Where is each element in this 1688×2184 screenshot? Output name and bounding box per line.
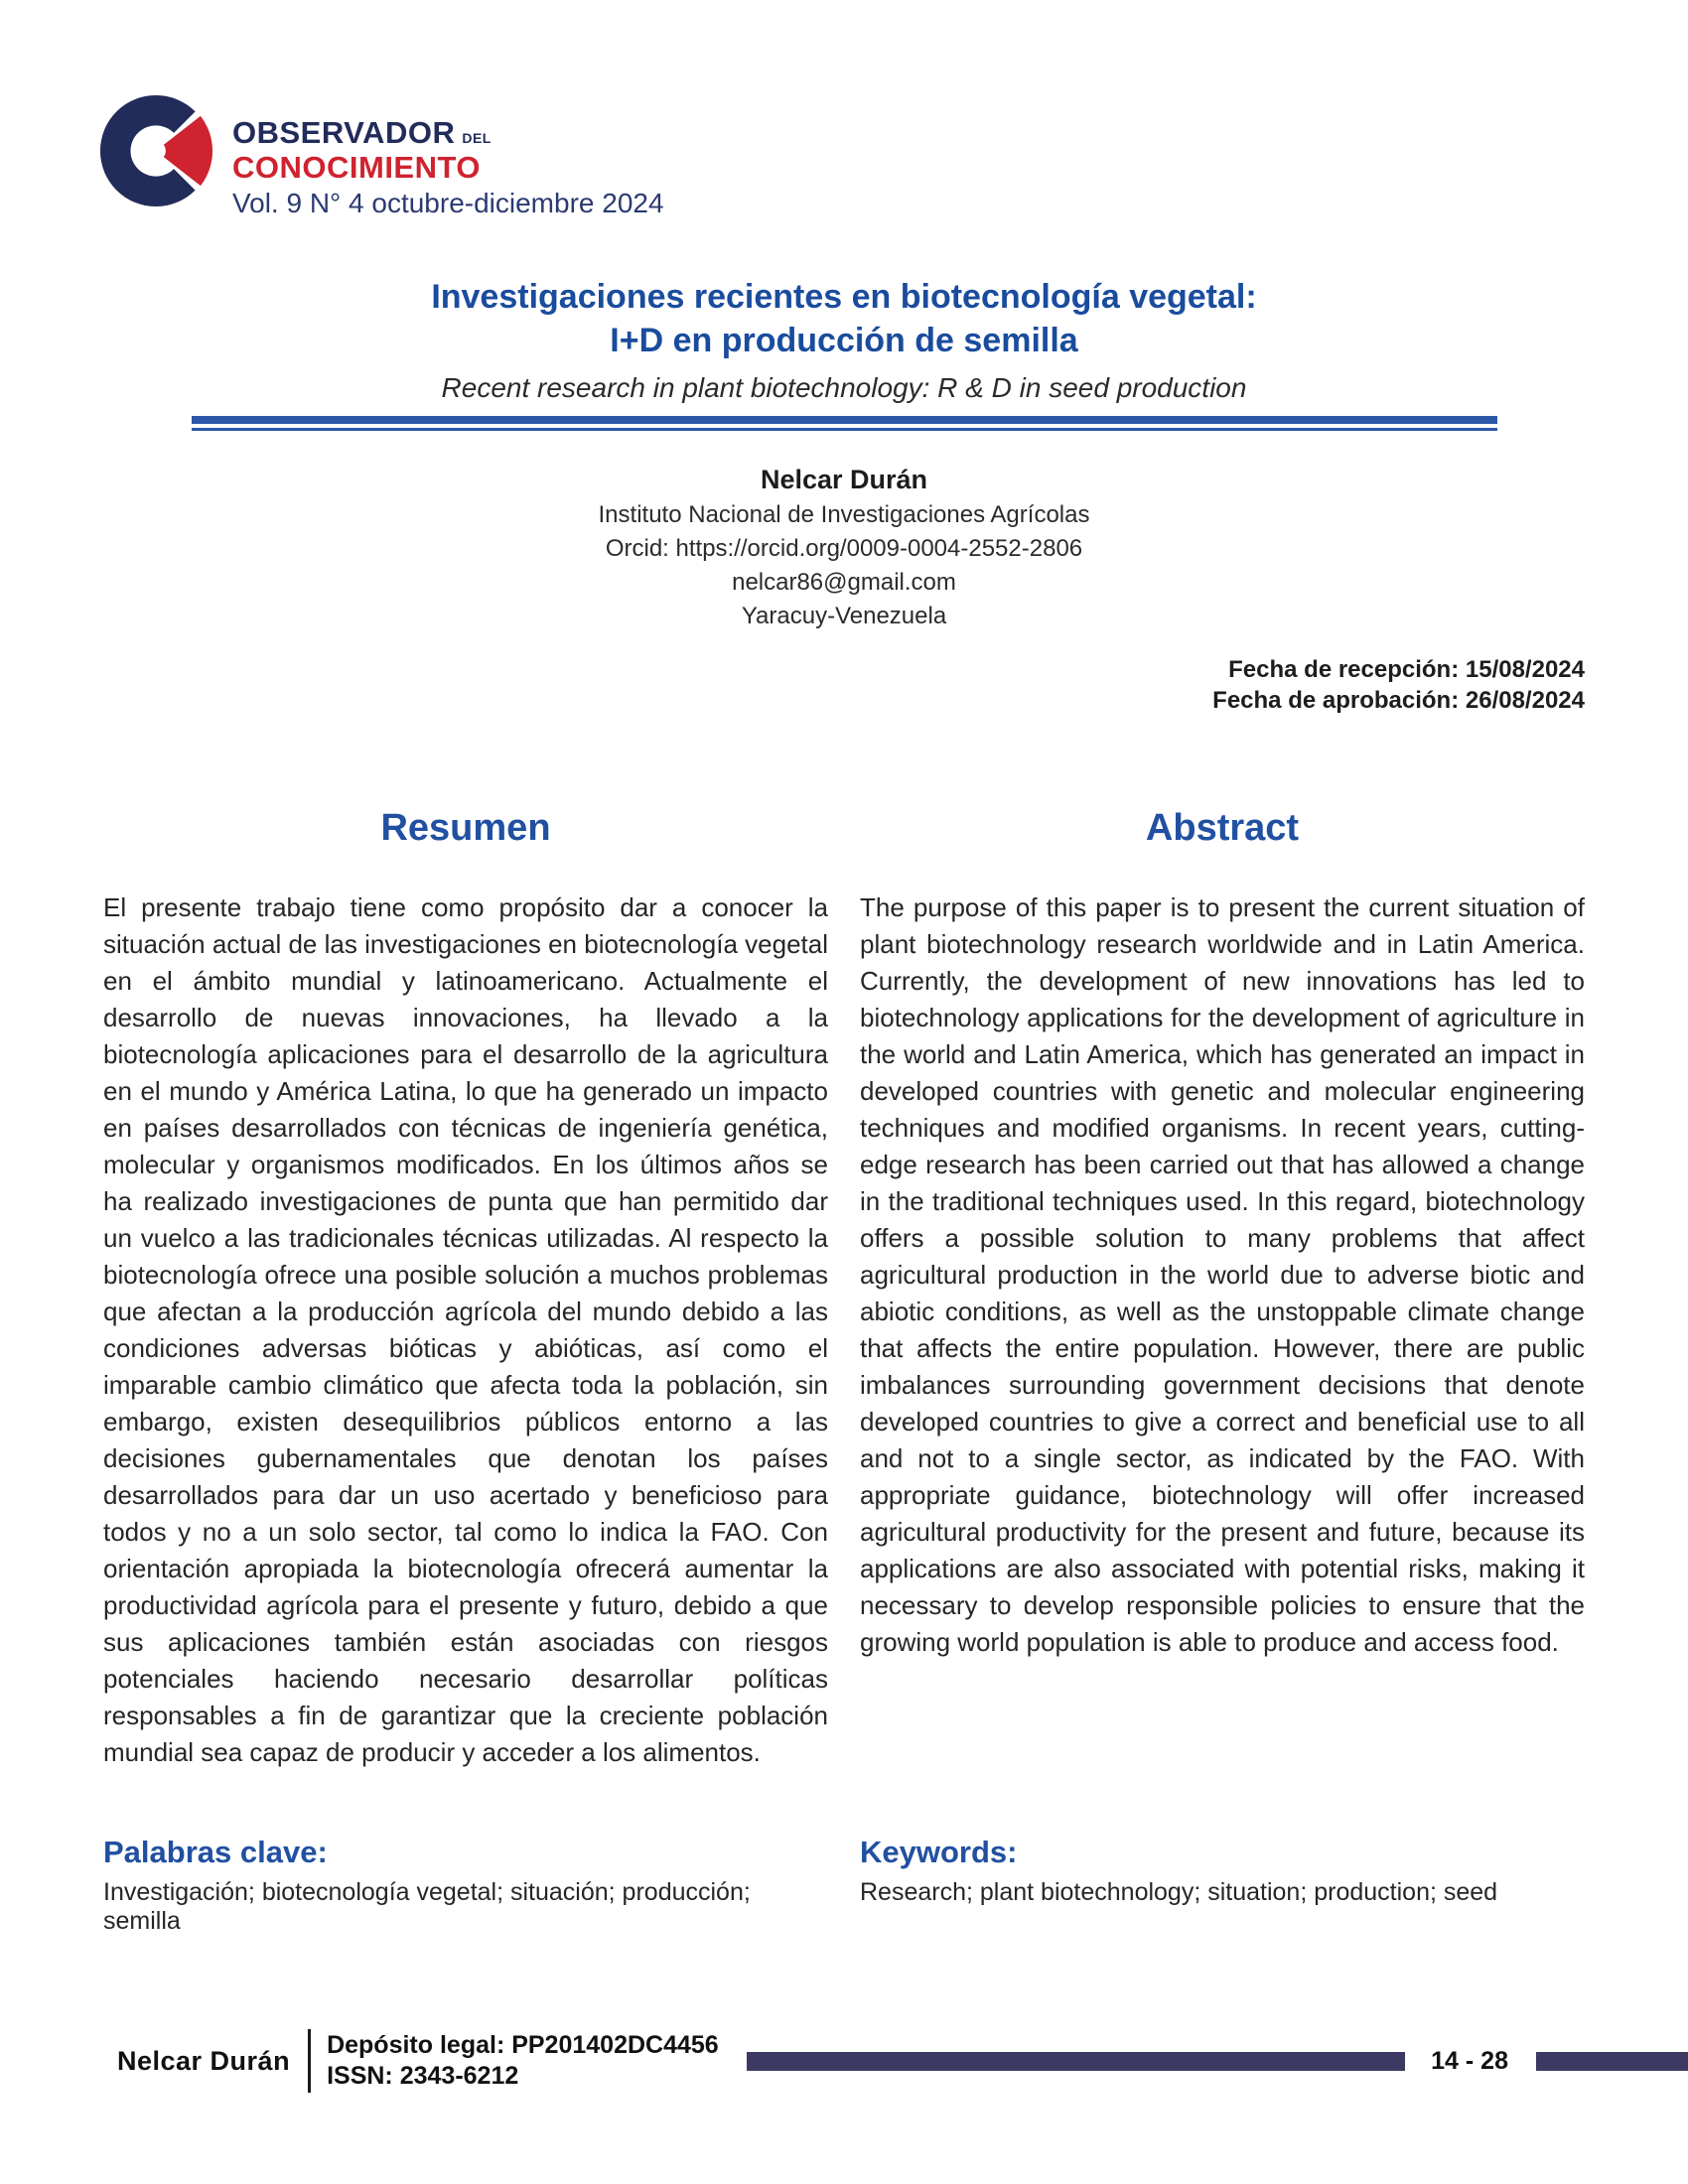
palabras-clave-heading: Palabras clave: bbox=[103, 1835, 328, 1869]
reception-date: Fecha de recepción: 15/08/2024 bbox=[1228, 656, 1585, 683]
deposito-legal: Depósito legal: PP201402DC4456 bbox=[327, 2031, 719, 2059]
author-location: Yaracuy-Venezuela bbox=[741, 603, 947, 629]
abstract-columns bbox=[103, 807, 1585, 1771]
issue-line: Vol. 9 N° 4 octubre-diciembre 2024 bbox=[232, 188, 664, 218]
journal-name-line1: OBSERVADOR bbox=[232, 115, 456, 150]
journal-wordmark bbox=[232, 117, 664, 217]
footer-long-bar bbox=[747, 2052, 1405, 2071]
observador-logo-icon bbox=[97, 91, 214, 210]
footer-author-name: Nelcar Durán bbox=[117, 2045, 291, 2076]
abstract-column bbox=[860, 807, 1585, 1771]
author-name: Nelcar Durán bbox=[760, 465, 928, 494]
title-divider-thin-rule bbox=[192, 428, 1497, 431]
author-orcid: Orcid: https://orcid.org/0009-0004-2552-2806 bbox=[605, 535, 1083, 562]
approval-date: Fecha de aprobación: 26/08/2024 bbox=[1212, 687, 1585, 714]
keywords-text: Research; plant biotechnology; situation; production; seed bbox=[860, 1878, 1498, 1906]
abstract-heading: Abstract bbox=[1145, 807, 1300, 849]
page-range: 14 - 28 bbox=[1431, 2046, 1508, 2075]
author-block bbox=[0, 465, 1688, 630]
title-divider-thick-rule bbox=[192, 416, 1497, 424]
resumen-column bbox=[103, 807, 828, 1771]
footer-short-bar bbox=[1536, 2052, 1688, 2071]
palabras-clave-text: Investigación; biotecnología vegetal; situación; producción; semilla bbox=[103, 1878, 751, 1935]
resumen-body: El presente trabajo tiene como propósito dar a conocer la situación actual de las investigaciones en biotecnología vegetal en el ámbito mundial y latinoamericano. Actualmente el desarrollo de nuevas innovaciones, ha llevado a la biotecnología aplicaciones para el desarrollo de la agricultura en el mundo y América Latina, lo que ha generado un impacto en países desarrollados con técnicas de ingeniería genética, molecular y organismos modificados. En los últimos años se ha realizado investigaciones de punta que han permitido dar un vuelco a las tradicionales técnicas utilizadas. Al respecto la biotecnología ofrece una posible solución a muchos problemas que afectan a la producción agrícola del mundo debido a las condiciones adversas bióticas y abióticas, así como el imparable cambio climático que afecta toda la población, sin embargo, existen desequilibrios públicos entorno a las decisiones gubernamentales que denotan los países desarrollados para dar un uso acertado y beneficioso para todos y no a un solo sector, tal como lo indica la FAO. Con orientación apropiada la biotecnología ofrecerá aumentar la productividad agrícola para el presente y futuro, debido a que sus aplicaciones también están asociadas con riesgos potenciales haciendo necesario desarrollar políticas responsables a fin de garantizar que la creciente población mundial sea capaz de producir y acceder a los alimentos. bbox=[103, 892, 828, 1767]
keywords-row bbox=[103, 1835, 1585, 1936]
author-email: nelcar86@gmail.com bbox=[732, 569, 956, 596]
issn: ISSN: 2343-6212 bbox=[327, 2062, 519, 2090]
abstract-body: The purpose of this paper is to present the current situation of plant biotechnology research worldwide and in Latin America. Currently, the development of new innovations has led to biotechnology applications for the development of agriculture in the world and Latin America, which has generated an impact in developed countries with genetic and molecular engineering techniques and modified organisms. In recent years, cutting-edge research has been carried out that has allowed a change in the traditional techniques used. In this regard, biotechnology offers a possible solution to many problems that affect agricultural production in the world due to adverse biotic and abiotic conditions, as well as the unstoppable climate change that affects the entire population. However, there are public imbalances surrounding government decisions that denote developed countries to give a correct and beneficial use to all and not to a single sector, as indicated by the FAO. With appropriate guidance, biotechnology will offer increased agricultural productivity for the present and future, because its applications are also associated with potential risks, making it necessary to develop responsible policies to ensure that the growing world population is able to produce and access food. bbox=[860, 892, 1585, 1657]
dates-block bbox=[0, 654, 1585, 716]
keywords-block bbox=[860, 1835, 1585, 1936]
article-title-line1: Investigaciones recientes en biotecnología vegetal: bbox=[431, 278, 1257, 316]
masthead bbox=[97, 91, 1688, 217]
footer-legal-block bbox=[327, 2030, 719, 2092]
article-title-line2: I+D en producción de semilla bbox=[610, 322, 1078, 359]
palabras-clave-block bbox=[103, 1835, 828, 1936]
resumen-heading: Resumen bbox=[380, 807, 551, 849]
article-subtitle-english: Recent research in plant biotechnology: R & D in seed production bbox=[441, 372, 1247, 403]
title-block bbox=[0, 275, 1688, 431]
footer-divider bbox=[308, 2029, 311, 2093]
journal-name-del: DEL bbox=[462, 130, 492, 146]
keywords-heading: Keywords: bbox=[860, 1835, 1018, 1869]
author-affiliation: Instituto Nacional de Investigaciones Agrícolas bbox=[598, 501, 1090, 528]
page-footer bbox=[117, 2029, 1688, 2093]
title-divider bbox=[192, 416, 1497, 431]
journal-name-line2: CONOCIMIENTO bbox=[232, 150, 481, 185]
